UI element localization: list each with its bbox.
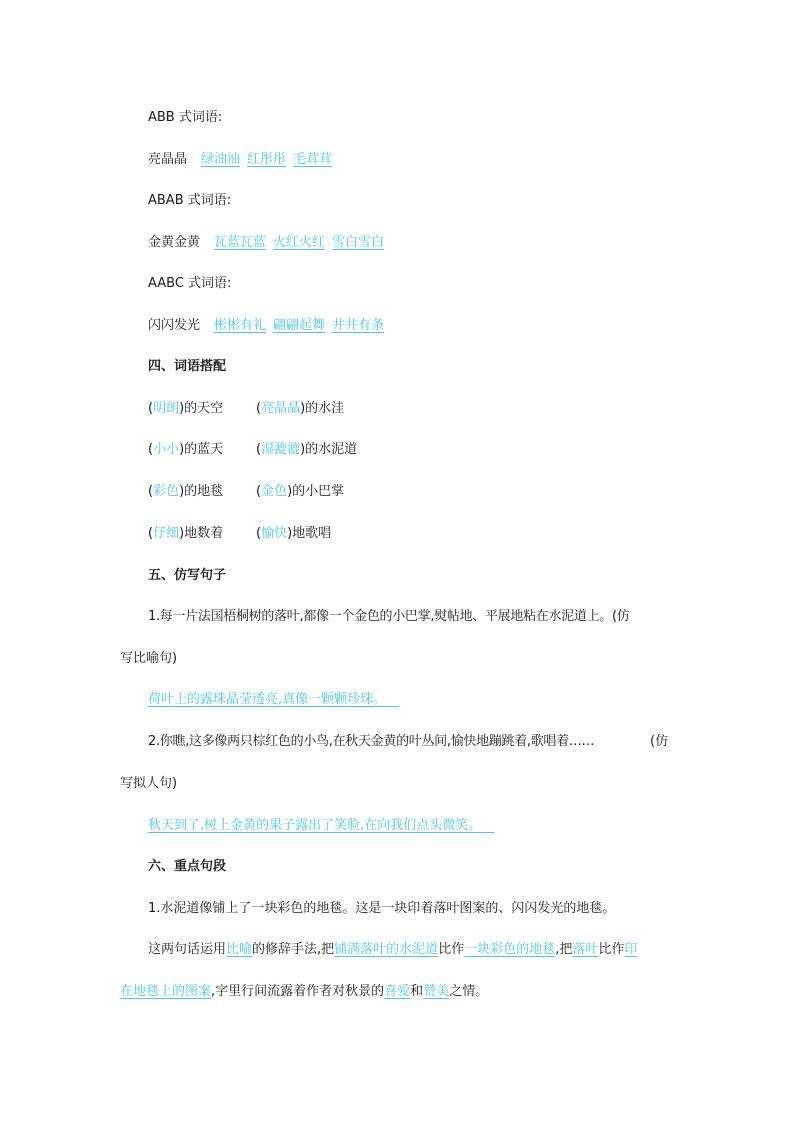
aabc-example: 闪闪发光 [148, 318, 201, 333]
abab-row [148, 233, 384, 253]
collocation-answer-a: 彩色 [153, 484, 180, 499]
analysis-answer-rhetoric: 比喻 [226, 942, 253, 957]
analysis-answer-pattern: 在地毯上的图案 [120, 984, 212, 999]
q2-prompt-tail: (仿 [650, 734, 669, 749]
abb-answer-3: 毛茸茸 [293, 152, 333, 167]
section5-title: 五、仿写句子 [148, 568, 227, 583]
collocation-row-4: (仔细)地数着 (愉快)地歌唱 [148, 526, 332, 541]
analysis-line2: 在地毯上的图案,字里行间流露着作者对秋景的喜爱和赞美之情。 [120, 984, 489, 999]
analysis-answer-subject: 铺满落叶的水泥道 [334, 942, 439, 957]
collocation-answer-a: 仔细 [153, 526, 180, 541]
aabc-answer-1: 彬彬有礼 [214, 318, 267, 333]
q1-prompt-line1: 1.每一片法国梧桐树的落叶,都像一个金色的小巴掌,熨帖地、平展地粘在水泥道上。(仿 [148, 609, 630, 624]
q1-prompt-line2: 写比喻句) [120, 651, 178, 666]
collocation-answer-b: 愉快 [261, 526, 288, 541]
aabc-label: AABC 式词语: [148, 276, 232, 291]
analysis-answer-leaves: 落叶 [572, 942, 599, 957]
q2-prompt-line2: 写拟人句) [120, 776, 178, 791]
abb-label: ABB 式词语: [148, 110, 223, 125]
collocation-answer-a: 明朗 [153, 401, 180, 416]
collocation-answer-b: 湿漉漉 [261, 442, 301, 457]
abb-answer-2: 红彤彤 [247, 152, 287, 167]
abab-answer-3: 雪白雪白 [332, 235, 385, 250]
collocation-row-1: (明朗)的天空 (亮晶晶)的水洼 [148, 401, 345, 416]
abab-label: ABAB 式词语: [148, 193, 232, 208]
collocation-row-3: (彩色)的地毯 (金色)的小巴掌 [148, 484, 345, 499]
q2-prompt-line1: 2.你瞧,这多像两只棕红色的小鸟,在秋天金黄的叶丛间,愉快地蹦跳着,歌唱着…… [148, 734, 595, 749]
analysis-answer-praise: 赞美 [423, 984, 450, 999]
section6-title: 六、重点句段 [148, 859, 227, 874]
analysis-answer-love: 喜爱 [384, 984, 411, 999]
abb-answer-1: 绿油油 [201, 152, 241, 167]
collocation-answer-b: 亮晶晶 [261, 401, 301, 416]
abab-answer-2: 火红火红 [273, 235, 326, 250]
collocation-row-2: (小小)的蓝天 (湿漉漉)的水泥道 [148, 442, 358, 457]
abb-example: 亮晶晶 [148, 152, 188, 167]
aabc-answer-2: 翩翩起舞 [273, 318, 326, 333]
abab-answer-1: 瓦蓝瓦蓝 [214, 235, 267, 250]
aabc-answer-3: 井井有条 [332, 318, 385, 333]
analysis-line1: 这两句话运用比喻的修辞手法,把铺满落叶的水泥道比作一块彩色的地毯,把落叶比作印 [148, 942, 638, 957]
abab-example: 金黄金黄 [148, 235, 201, 250]
abb-row [148, 150, 332, 170]
analysis-answer-object: 一块彩色的地毯 [464, 942, 556, 957]
section4-title: 四、词语搭配 [148, 359, 227, 374]
q1-answer: 荷叶上的露珠晶莹透亮,真像一颗颗珍珠。 [148, 692, 387, 707]
analysis-answer-pattern-start: 印 [624, 942, 638, 957]
collocation-answer-b: 金色 [261, 484, 288, 499]
aabc-row [148, 316, 384, 336]
collocation-answer-a: 小小 [153, 442, 180, 457]
q2-answer: 秋天到了,树上金黄的果子露出了笑脸,在向我们点头微笑。 [148, 818, 482, 833]
key-sentence: 1.水泥道像铺上了一块彩色的地毯。这是一块印着落叶图案的、闪闪发光的地毯。 [148, 901, 616, 916]
